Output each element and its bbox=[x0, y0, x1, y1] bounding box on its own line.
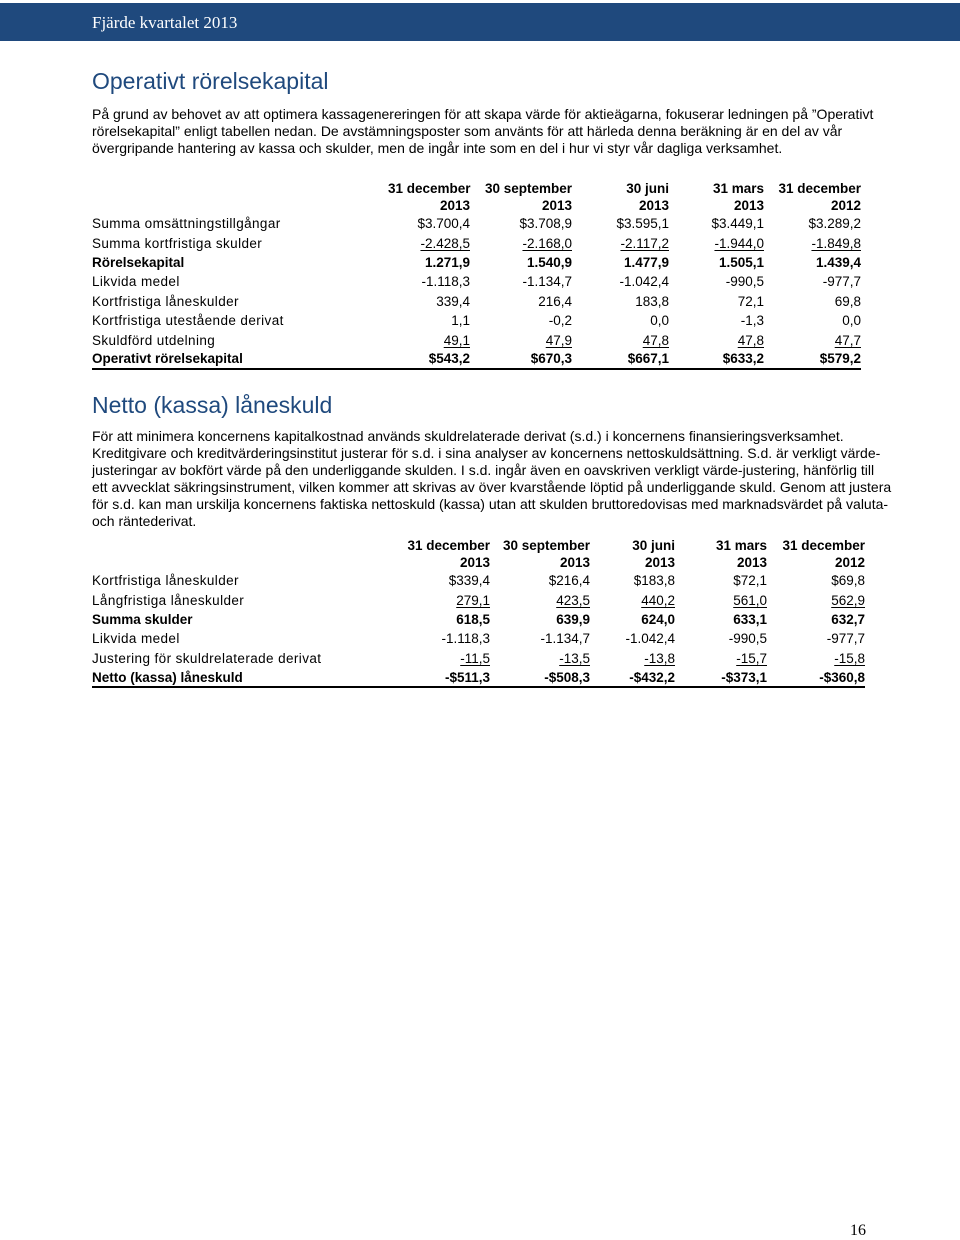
column-header-line1: 30 juni bbox=[632, 538, 675, 553]
cell-value bbox=[590, 649, 675, 668]
column-header-line1: 30 september bbox=[484, 181, 572, 196]
cell-value-text: 561,0 bbox=[733, 592, 767, 608]
cell-value: 72,1 bbox=[737, 293, 764, 309]
table-row bbox=[92, 253, 861, 272]
cell-value: $3.700,4 bbox=[417, 216, 470, 232]
cell-value: 639,9 bbox=[556, 611, 590, 627]
row-label: Summa omsättningstillgångar bbox=[92, 216, 281, 232]
row-label: Likvida medel bbox=[92, 274, 180, 290]
row-label: Långfristiga låneskulder bbox=[92, 592, 245, 608]
cell-value: -1.118,3 bbox=[441, 631, 490, 647]
cell-value bbox=[767, 590, 865, 609]
cell-value: $69,8 bbox=[831, 573, 865, 589]
cell-value bbox=[572, 330, 669, 349]
cell-value: -977,7 bbox=[826, 631, 865, 647]
column-header-line2: 2013 bbox=[638, 198, 669, 213]
row-label: Rörelsekapital bbox=[92, 254, 185, 270]
cell-value: 1.477,9 bbox=[623, 254, 669, 270]
table-total-row bbox=[92, 668, 865, 687]
cell-value: 183,8 bbox=[635, 293, 669, 309]
table-header-label-cell bbox=[92, 537, 392, 571]
cell-value bbox=[388, 233, 470, 252]
cell-value: -$511,3 bbox=[392, 668, 490, 687]
cell-value: $670,3 bbox=[470, 350, 572, 369]
cell-value bbox=[767, 649, 865, 668]
cell-value: $579,2 bbox=[764, 350, 861, 369]
column-header-line2: 2012 bbox=[830, 198, 861, 213]
column-header bbox=[767, 537, 865, 571]
table-row bbox=[92, 292, 861, 311]
cell-value: -0,2 bbox=[548, 313, 572, 329]
cell-value: $339,4 bbox=[448, 573, 490, 589]
cell-value: -990,5 bbox=[728, 631, 767, 647]
cell-value-text: -1.849,8 bbox=[811, 235, 861, 251]
section-paragraph-netto-laneskuld: För att minimera koncernens kapitalkostnad används skuldrelaterade derivat (s.d.) i koncernens finansieringsverksamhet. Kreditgivare och kreditvärderingsinstitut justerar för s.d. i sina analyser av koncernens nettoskuldsättning. S.d. är verkligt värde-justeringar av bokfört värde på den underliggande skulden. I s.d. ingår även en oavskriven verkligt värde-justering, hänförlig till ett avvecklat säkringsinstrument, vilken kommer att skrivas av över kvarstående löptid på underliggande skuld. Genom att justera för s.d. kan man urskilja koncernens faktiska nettoskuld (kassa) utan att skulden bruttoredovisas med marknadsvärdet på valuta- och räntederivat. bbox=[92, 428, 892, 529]
cell-value-text: -2.428,5 bbox=[420, 235, 470, 251]
cell-value bbox=[764, 330, 861, 349]
row-label: Summa skulder bbox=[92, 611, 193, 627]
table-header-row bbox=[92, 537, 865, 571]
column-header bbox=[669, 180, 764, 214]
row-label: Kortfristiga låneskulder bbox=[92, 293, 239, 309]
column-header bbox=[490, 537, 590, 571]
cell-value-text: -1.944,0 bbox=[714, 235, 764, 251]
cell-value: -$373,1 bbox=[675, 668, 767, 687]
row-label: Likvida medel bbox=[92, 631, 180, 647]
table-row bbox=[92, 214, 861, 233]
cell-value bbox=[669, 330, 764, 349]
cell-value: 1.271,9 bbox=[424, 254, 470, 270]
cell-value: -1.134,7 bbox=[522, 274, 572, 290]
column-header-line1: 31 december bbox=[782, 538, 865, 553]
column-header bbox=[392, 537, 490, 571]
cell-value-text: 562,9 bbox=[831, 592, 865, 608]
cell-value: $633,2 bbox=[669, 350, 764, 369]
row-label: Operativt rörelsekapital bbox=[92, 350, 388, 369]
cell-value bbox=[392, 590, 490, 609]
column-header-line2: 2013 bbox=[541, 198, 572, 213]
cell-value bbox=[675, 649, 767, 668]
cell-value: -$360,8 bbox=[767, 668, 865, 687]
column-header-line1: 31 mars bbox=[712, 181, 764, 196]
cell-value: 624,0 bbox=[641, 611, 675, 627]
table-row bbox=[92, 590, 865, 609]
table-row bbox=[92, 330, 861, 349]
section-title-operativt-rorelsekapital: Operativt rörelsekapital bbox=[92, 68, 329, 94]
cell-value: $3.708,9 bbox=[519, 216, 572, 232]
cell-value: $667,1 bbox=[572, 350, 669, 369]
column-header-line2: 2013 bbox=[439, 198, 470, 213]
cell-value: -1.118,3 bbox=[421, 274, 470, 290]
table-total-row bbox=[92, 350, 861, 369]
table-row bbox=[92, 610, 865, 629]
row-label: Summa kortfristiga skulder bbox=[92, 235, 263, 251]
column-header-line1: 30 juni bbox=[626, 181, 669, 196]
cell-value bbox=[490, 649, 590, 668]
cell-value: 339,4 bbox=[436, 293, 470, 309]
column-header bbox=[764, 180, 861, 214]
column-header-line1: 30 september bbox=[502, 538, 590, 553]
column-header bbox=[590, 537, 675, 571]
table-row bbox=[92, 233, 861, 252]
cell-value: -1.134,7 bbox=[540, 631, 590, 647]
table-header-label-cell bbox=[92, 180, 388, 214]
cell-value: -1.042,4 bbox=[625, 631, 675, 647]
page-number: 16 bbox=[850, 1222, 866, 1239]
table-row bbox=[92, 571, 865, 590]
cell-value bbox=[764, 233, 861, 252]
table-header-row bbox=[92, 180, 861, 214]
row-label: Skuldförd utdelning bbox=[92, 332, 216, 348]
cell-value: -$432,2 bbox=[590, 668, 675, 687]
cell-value: 632,7 bbox=[831, 611, 865, 627]
cell-value-text: 279,1 bbox=[456, 592, 490, 608]
column-header-line1: 31 december bbox=[388, 181, 471, 196]
cell-value: 1.540,9 bbox=[526, 254, 572, 270]
cell-value: 69,8 bbox=[834, 293, 861, 309]
cell-value: 0,0 bbox=[650, 313, 669, 329]
cell-value: 1.439,4 bbox=[815, 254, 861, 270]
table-netto-laneskuld bbox=[92, 537, 865, 688]
row-label: Kortfristiga låneskulder bbox=[92, 573, 239, 589]
cell-value bbox=[590, 590, 675, 609]
header-title: Fjärde kvartalet 2013 bbox=[92, 13, 238, 32]
cell-value bbox=[392, 649, 490, 668]
cell-value: $3.595,1 bbox=[616, 216, 669, 232]
cell-value-text: 49,1 bbox=[443, 332, 470, 348]
table-row bbox=[92, 272, 861, 291]
table-row bbox=[92, 649, 865, 668]
section-title-netto-laneskuld: Netto (kassa) låneskuld bbox=[92, 392, 333, 418]
cell-value bbox=[470, 233, 572, 252]
column-header bbox=[388, 180, 470, 214]
table-operativt-rorelsekapital bbox=[92, 180, 861, 370]
cell-value: $216,4 bbox=[548, 573, 590, 589]
column-header-line1: 31 december bbox=[407, 538, 490, 553]
column-header-line2: 2013 bbox=[733, 198, 764, 213]
cell-value-text: -15,7 bbox=[736, 650, 767, 666]
cell-value bbox=[470, 330, 572, 349]
cell-value-text: 423,5 bbox=[556, 592, 590, 608]
column-header-line2: 2013 bbox=[736, 555, 767, 570]
cell-value: $3.449,1 bbox=[711, 216, 764, 232]
column-header-line2: 2013 bbox=[644, 555, 675, 570]
table-row bbox=[92, 311, 861, 330]
cell-value: $543,2 bbox=[388, 350, 470, 369]
column-header-line2: 2013 bbox=[559, 555, 590, 570]
cell-value: -1.042,4 bbox=[619, 274, 669, 290]
cell-value-text: -15,8 bbox=[834, 650, 865, 666]
cell-value: -1,3 bbox=[740, 313, 764, 329]
column-header-line1: 31 mars bbox=[715, 538, 767, 553]
cell-value-text: -13,5 bbox=[559, 650, 590, 666]
cell-value: $3.289,2 bbox=[808, 216, 861, 232]
cell-value bbox=[572, 233, 669, 252]
cell-value: 633,1 bbox=[733, 611, 767, 627]
cell-value: -977,7 bbox=[822, 274, 861, 290]
column-header-line2: 2012 bbox=[834, 555, 865, 570]
cell-value-text: 440,2 bbox=[641, 592, 675, 608]
cell-value-text: 47,7 bbox=[834, 332, 861, 348]
section-paragraph-operativt-rorelsekapital: På grund av behovet av att optimera kassagenereringen för att skapa värde för aktieägarna, fokuserar ledningen på ”Operativt rörelsekapital” enligt tabellen nedan. De avstämningsposter som använts för att härleda denna beräkning är en del av vår övergripande hantering av kassa och skulder, men de ingår inte som en del i hur vi styr vår dagliga verksamhet. bbox=[92, 106, 874, 156]
cell-value: $72,1 bbox=[733, 573, 767, 589]
column-header-line2: 2013 bbox=[459, 555, 490, 570]
row-label: Netto (kassa) låneskuld bbox=[92, 668, 392, 687]
column-header bbox=[675, 537, 767, 571]
row-label: Kortfristiga utestående derivat bbox=[92, 313, 284, 329]
cell-value: -$508,3 bbox=[490, 668, 590, 687]
cell-value bbox=[675, 590, 767, 609]
cell-value: 0,0 bbox=[842, 313, 861, 329]
cell-value: 216,4 bbox=[538, 293, 572, 309]
column-header bbox=[470, 180, 572, 214]
cell-value: $183,8 bbox=[633, 573, 675, 589]
cell-value: 618,5 bbox=[456, 611, 490, 627]
cell-value-text: -11,5 bbox=[460, 650, 490, 666]
cell-value-text: 47,8 bbox=[642, 332, 669, 348]
cell-value: -990,5 bbox=[725, 274, 764, 290]
cell-value-text: -2.117,2 bbox=[620, 235, 669, 251]
cell-value-text: 47,9 bbox=[545, 332, 572, 348]
column-header-line1: 31 december bbox=[778, 181, 861, 196]
cell-value: 1,1 bbox=[451, 313, 470, 329]
cell-value bbox=[388, 330, 470, 349]
cell-value: 1.505,1 bbox=[718, 254, 764, 270]
cell-value-text: 47,8 bbox=[737, 332, 764, 348]
cell-value-text: -13,8 bbox=[644, 650, 675, 666]
header-bar bbox=[0, 3, 960, 41]
column-header bbox=[572, 180, 669, 214]
cell-value bbox=[669, 233, 764, 252]
cell-value bbox=[490, 590, 590, 609]
cell-value-text: -2.168,0 bbox=[522, 235, 572, 251]
table-row bbox=[92, 629, 865, 648]
row-label: Justering för skuldrelaterade derivat bbox=[92, 650, 322, 666]
